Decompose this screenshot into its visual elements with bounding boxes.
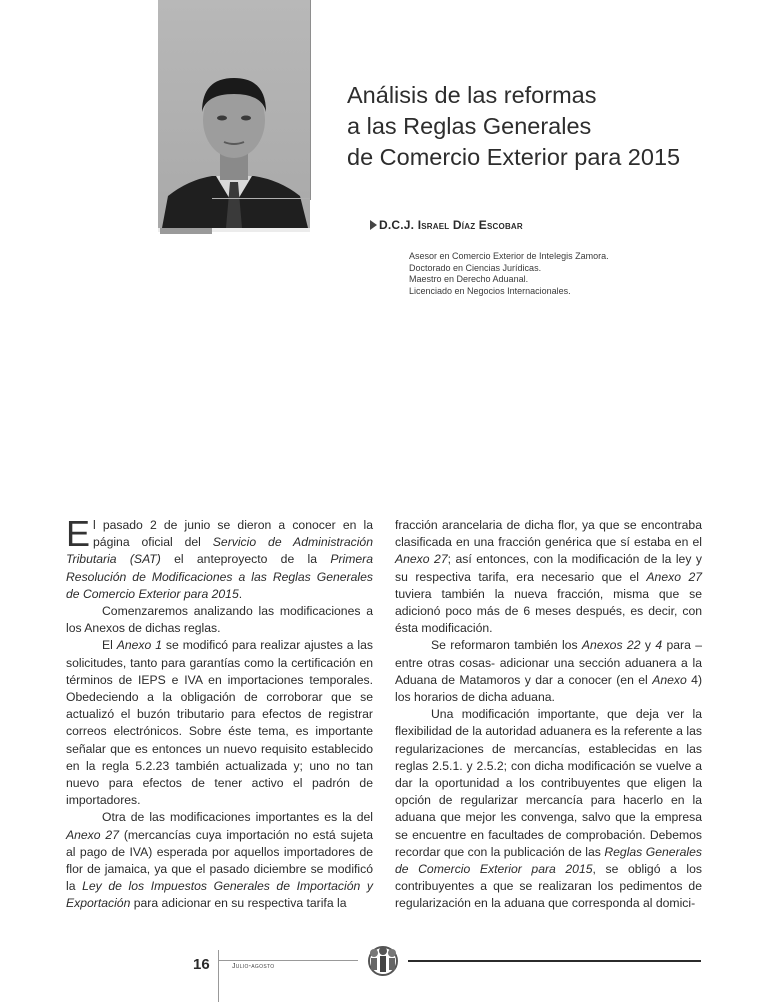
paragraph: El pasado 2 de junio se dieron a conocer en la página oficial del Servicio de Administración Tributaria (SAT) el anteproyecto de la Primera Resolución de Modificaciones a las Reglas Generales de Comercio Exterior para 2015. <box>66 513 373 601</box>
author-portrait-image <box>158 0 310 228</box>
triangle-bullet-icon <box>370 220 377 230</box>
publisher-logo-icon <box>360 944 406 978</box>
paragraph: Otra de las modificaciones importantes es la del Anexo 27 (mercancías cuya importación no está sujeta al pago de IVA) esperada por aquellos importadores de flor de jamaica, ya que el pasado diciembre se modificó la Ley de los Impuestos Generales de Importación y Exportación para adicionar en su respectiva tarifa la <box>66 810 373 911</box>
author-name: D.C.J. Israel Díaz Escobar <box>379 218 523 232</box>
photo-caption-bar <box>160 228 212 234</box>
footer-rule-left <box>218 960 358 961</box>
bio-line: Maestro en Derecho Aduanal. <box>409 274 529 284</box>
author-byline <box>370 218 523 232</box>
paragraph: fracción arancelaria de dicha flor, ya que se encontraba clasificada en una fracción genérica que sí estaba en el Anexo 27; así entonces, con la modificación de la ley y su respectiva tarifa, era necesario que el Anexo 27 tuviera también la nueva fracción, misma que se adicionó poco más de 6 meses después, es decir, con ésta modificación. <box>395 518 702 636</box>
footer-vertical-rule <box>218 950 219 1002</box>
issue-label: Julio-agosto <box>232 963 275 970</box>
bio-line: Asesor en Comercio Exterior de Intelegis Zamora. <box>409 251 609 261</box>
body-column-left <box>66 513 373 913</box>
paragraph: Comenzaremos analizando las modificaciones a los Anexos de dichas reglas. <box>66 604 373 636</box>
photo-frame-line <box>212 198 310 199</box>
page-number: 16 <box>193 956 210 973</box>
title-line-2: a las Reglas Generales <box>347 112 592 139</box>
title-line-1: Análisis de las reformas <box>347 81 597 108</box>
body-column-right <box>395 517 702 913</box>
drop-cap: E <box>66 513 91 554</box>
paragraph: El Anexo 1 se modificó para realizar ajustes a las solicitudes, tanto para garantías como la certificación en términos de IEPS e IVA en importaciones temporales. Obedeciendo a la obligación de corroborar que se actualizó el buzón tributario para efectos de registrar correos electrónicos. Sobre éste tema, es importante señalar que es entonces un nuevo requisito establecido en la regla 5.2.23 también actualizada y; uno no tan nuevo para efectos de tener activo el padrón de importadores. <box>66 638 373 808</box>
bio-line: Doctorado en Ciencias Jurídicas. <box>409 262 542 273</box>
author-bio <box>409 251 609 297</box>
paragraph: Una modificación importante, que deja ver la flexibilidad de la autoridad aduanera es la referente a las regularizaciones de mercancías, establecidas en las reglas 2.5.1. y 2.5.2; con dicha modificación se vuelve a dar la oportunidad a los contribuyentes que eligen la opción de regularizar mercancía para hacerlo en la aduana que mejor les convenga, salvo que la empresa se encuentre en facultades de comprobación. Debemos recordar que con la publicación de las Reglas Generales de Comercio Exterior para 2015, se obligó a los contribuyentes a que se realizaran los pedimentos de regularización en la aduana que corresponda al domici- <box>395 707 702 911</box>
article-title <box>347 80 747 173</box>
bio-line: Licenciado en Negocios Internacionales. <box>409 285 571 296</box>
title-line-3: de Comercio Exterior para 2015 <box>347 143 681 170</box>
footer-rule-right <box>408 960 701 962</box>
photo-divider-line <box>310 0 311 200</box>
paragraph: Se reformaron también los Anexos 22 y 4 para –entre otras cosas- adicionar una sección aduanera a la Aduana de Matamoros y dar a conocer (en el Anexo 4) los horarios de dicha aduana. <box>395 638 702 705</box>
